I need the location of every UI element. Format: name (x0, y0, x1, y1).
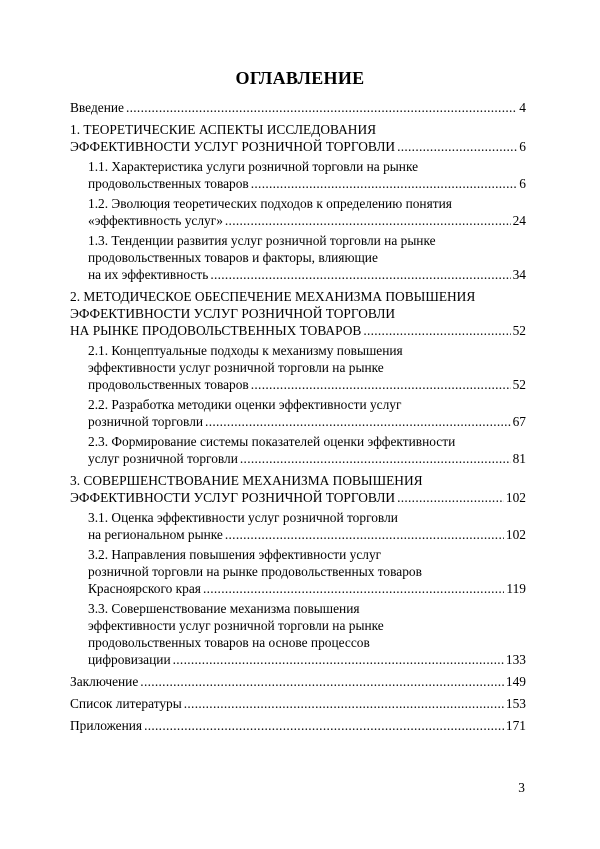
toc-entry-text: Список литературы (70, 696, 182, 711)
dot-leader (126, 99, 517, 116)
toc-page-number: 6 (519, 176, 526, 191)
dot-leader (184, 695, 504, 712)
dot-leader (225, 526, 504, 543)
toc-entry-text: продовольственных товаров (88, 377, 249, 392)
toc-page-number: 81 (512, 451, 526, 466)
toc-entry-section-3-1 (70, 509, 526, 543)
toc-entry-text: 1.2. Эволюция теоретических подходов к определению понятия (88, 196, 452, 211)
toc-page-number: 153 (505, 696, 526, 711)
toc-entry-text: 1. ТЕОРЕТИЧЕСКИЕ АСПЕКТЫ ИССЛЕДОВАНИЯ (70, 122, 377, 137)
toc-entry-text: 1.3. Тенденции развития услуг розничной торговли на рынке (88, 233, 436, 248)
toc-entry-text: ЭФФЕКТИВНОСТИ УСЛУГ РОЗНИЧНОЙ ТОРГОВЛИ (70, 139, 396, 154)
dot-leader (251, 376, 511, 393)
toc-entry-section-1-3 (70, 232, 526, 283)
toc-entry-section-2-3 (70, 433, 526, 467)
toc-entry-chapter-2 (70, 288, 526, 339)
page-number: 3 (518, 780, 525, 795)
toc-entry-text: ЭФФЕКТИВНОСТИ УСЛУГ РОЗНИЧНОЙ ТОРГОВЛИ (70, 306, 396, 321)
dot-leader (144, 717, 504, 734)
dot-leader (240, 450, 511, 467)
toc-entry-text: 3.1. Оценка эффективности услуг розничной торговли (88, 510, 398, 525)
toc-entry-text: продовольственных товаров на основе процессов (88, 635, 370, 650)
toc-page-number: 119 (506, 581, 526, 596)
toc-entry-text: Приложения (70, 718, 143, 733)
toc-entry-text: на региональном рынке (88, 527, 223, 542)
toc-entry-text: Введение (70, 100, 124, 115)
toc-entry-introduction (70, 99, 526, 116)
toc-entry-text: «эффективность услуг» (88, 213, 223, 228)
toc-page-number: 171 (505, 718, 526, 733)
toc-entry-text: услуг розничной торговли (88, 451, 238, 466)
toc-entry-text: 2.1. Концептуальные подходы к механизму повышения (88, 343, 403, 358)
toc-entry-section-1-2 (70, 195, 526, 229)
dot-leader (397, 489, 504, 506)
toc-entry-text: эффективности услуг розничной торговли на рынке (88, 360, 384, 375)
toc-page-number: 149 (505, 674, 526, 689)
toc-entry-text: 1.1. Характеристика услуги розничной торговли на рынке (88, 159, 419, 174)
toc-entry-text: 3.3. Совершенствование механизма повышения (88, 601, 360, 616)
toc-entry-section-2-1 (70, 342, 526, 393)
toc-entry-text: цифровизации (88, 652, 171, 667)
toc-entry-chapter-3 (70, 472, 526, 506)
toc-entry-section-1-1 (70, 158, 526, 192)
toc-page-number: 133 (505, 652, 526, 667)
toc-page-number: 24 (512, 213, 526, 228)
toc-page-number: 102 (505, 527, 526, 542)
toc-entry-text: продовольственных товаров (88, 176, 249, 191)
toc-entry-text: ЭФФЕКТИВНОСТИ УСЛУГ РОЗНИЧНОЙ ТОРГОВЛИ (70, 490, 396, 505)
toc-entry-appendices (70, 717, 526, 734)
toc-entry-section-3-2 (70, 546, 526, 597)
dot-leader (225, 212, 511, 229)
toc-entry-conclusion (70, 673, 526, 690)
toc-entry-text: на их эффективность (88, 267, 209, 282)
toc-entry-text: эффективности услуг розничной торговли на рынке (88, 618, 384, 633)
dot-leader (210, 266, 510, 283)
toc-page-number: 4 (519, 100, 526, 115)
toc-entry-text: 3.2. Направления повышения эффективности услуг (88, 547, 382, 562)
toc-entry-text: Заключение (70, 674, 139, 689)
page-title: ОГЛАВЛЕНИЕ (235, 68, 365, 88)
toc-entry-text: 3. СОВЕРШЕНСТВОВАНИЕ МЕХАНИЗМА ПОВЫШЕНИЯ (70, 473, 423, 488)
dot-leader (173, 651, 504, 668)
toc-entry-text: НА РЫНКЕ ПРОДОВОЛЬСТВЕННЫХ ТОВАРОВ (70, 323, 362, 338)
toc-page-number: 67 (512, 414, 526, 429)
dot-leader (140, 673, 504, 690)
dot-leader (203, 580, 504, 597)
toc-entry-text: 2.2. Разработка методики оценки эффективности услуг (88, 397, 402, 412)
table-of-contents (70, 99, 526, 734)
dot-leader (397, 138, 517, 155)
dot-leader (363, 322, 510, 339)
toc-entry-section-2-2 (70, 396, 526, 430)
toc-entry-references (70, 695, 526, 712)
toc-entry-section-3-3 (70, 600, 526, 668)
dot-leader (251, 175, 518, 192)
toc-entry-text: розничной торговли (88, 414, 204, 429)
toc-entry-text: продовольственных товаров и факторы, влияющие (88, 250, 378, 265)
toc-page-number: 34 (512, 267, 526, 282)
toc-page-number: 102 (505, 490, 526, 505)
toc-entry-text: 2. МЕТОДИЧЕСКОЕ ОБЕСПЕЧЕНИЕ МЕХАНИЗМА ПОВЫШЕНИЯ (70, 289, 476, 304)
toc-page-number: 52 (512, 323, 526, 338)
toc-page-number: 52 (512, 377, 526, 392)
toc-page-number: 6 (519, 139, 526, 154)
toc-entry-text: розничной торговли на рынке продовольственных товаров (88, 564, 422, 579)
toc-entry-text: Красноярского края (88, 581, 201, 596)
toc-entry-text: 2.3. Формирование системы показателей оценки эффективности (88, 434, 456, 449)
dot-leader (205, 413, 511, 430)
toc-entry-chapter-1 (70, 121, 526, 155)
